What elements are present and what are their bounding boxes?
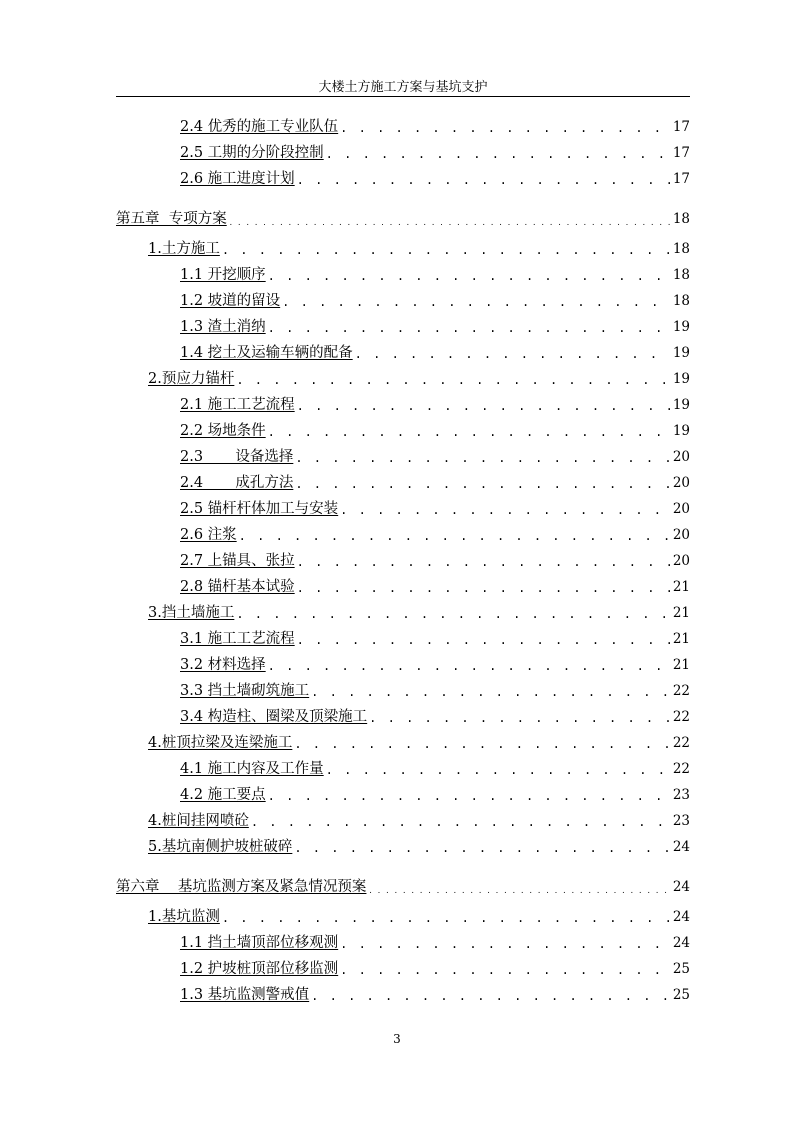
toc-entry-page: 19 bbox=[672, 423, 690, 439]
dot-leader bbox=[295, 632, 671, 648]
toc-entry-label[interactable]: 1.3 基坑监测警戒值 bbox=[180, 987, 310, 1003]
dot-leader bbox=[338, 120, 671, 136]
toc-entry[interactable] bbox=[180, 706, 690, 726]
toc-entry[interactable] bbox=[180, 168, 690, 188]
dot-leader bbox=[338, 502, 671, 518]
toc-entry-label[interactable]: 2.7 上锚具、张拉 bbox=[180, 553, 295, 569]
toc-entry-page: 21 bbox=[672, 631, 690, 647]
dot-leader bbox=[338, 962, 671, 978]
dot-leader bbox=[220, 910, 671, 926]
toc-entry[interactable] bbox=[180, 446, 690, 466]
toc-entry-label[interactable]: 第五章 专项方案 bbox=[116, 211, 227, 227]
toc-entry-page: 20 bbox=[672, 449, 690, 465]
toc-entry-label[interactable]: 1.1 开挖顺序 bbox=[180, 267, 266, 283]
toc-entry[interactable] bbox=[180, 784, 690, 804]
dot-leader bbox=[353, 346, 671, 362]
dot-leader bbox=[234, 372, 670, 388]
toc-entry[interactable] bbox=[180, 116, 690, 136]
dot-leader bbox=[292, 736, 670, 752]
toc-entry-label[interactable]: 2.5 工期的分阶段控制 bbox=[180, 145, 324, 161]
toc-entry-label[interactable]: 2.8 锚杆基本试验 bbox=[180, 579, 295, 595]
toc-entry-label[interactable]: 3.1 施工工艺流程 bbox=[180, 631, 295, 647]
toc-entry-page: 20 bbox=[672, 553, 690, 569]
toc-entry[interactable] bbox=[180, 420, 690, 440]
toc-entry[interactable] bbox=[116, 208, 690, 228]
toc-entry-label[interactable]: 2.6 施工进度计划 bbox=[180, 171, 295, 187]
toc-entry-page: 22 bbox=[672, 761, 690, 777]
dot-leader bbox=[309, 988, 671, 1004]
toc-entry[interactable] bbox=[148, 238, 690, 258]
toc-entry-page: 18 bbox=[672, 267, 690, 283]
toc-entry-label[interactable]: 1.1 挡土墙顶部位移观测 bbox=[180, 935, 339, 951]
toc-entry-page: 19 bbox=[672, 397, 690, 413]
toc-entry[interactable] bbox=[180, 264, 690, 284]
toc-entry-page: 25 bbox=[672, 961, 690, 977]
toc-entry-label[interactable]: 2.6 注浆 bbox=[180, 527, 237, 543]
toc-entry[interactable] bbox=[180, 984, 690, 1004]
toc-entry-page: 21 bbox=[672, 605, 690, 621]
toc-entry[interactable] bbox=[180, 550, 690, 570]
toc-entry[interactable] bbox=[148, 368, 690, 388]
toc-entry-page: 19 bbox=[672, 371, 690, 387]
toc-entry[interactable] bbox=[180, 680, 690, 700]
dot-leader bbox=[220, 242, 671, 258]
toc-entry-label[interactable]: 第六章 基坑监测方案及紧急情况预案 bbox=[116, 879, 367, 895]
toc-entry-label[interactable]: 1.4 挖土及运输车辆的配备 bbox=[180, 345, 353, 361]
toc-entry-label[interactable]: 1.基坑监测 bbox=[148, 909, 220, 925]
toc-entry-page: 22 bbox=[672, 735, 690, 751]
toc-entry-label[interactable]: 3.4 构造柱、圈梁及顶梁施工 bbox=[180, 709, 368, 725]
toc-entry-page: 17 bbox=[672, 145, 690, 161]
toc-entry-page: 23 bbox=[672, 787, 690, 803]
toc-entry[interactable] bbox=[180, 342, 690, 362]
toc-entry[interactable] bbox=[148, 810, 690, 830]
toc-entry-page: 21 bbox=[672, 657, 690, 673]
toc-entry-page: 19 bbox=[672, 319, 690, 335]
dot-leader bbox=[234, 606, 670, 622]
toc-entry-page: 17 bbox=[672, 119, 690, 135]
dot-leader bbox=[280, 294, 671, 310]
dot-leader bbox=[366, 886, 670, 896]
toc-entry[interactable] bbox=[180, 654, 690, 674]
toc-entry-label[interactable]: 4.2 施工要点 bbox=[180, 787, 266, 803]
toc-entry[interactable] bbox=[180, 958, 690, 978]
toc-entry-label[interactable]: 1.2 护坡桩顶部位移监测 bbox=[180, 961, 339, 977]
toc-entry[interactable] bbox=[148, 836, 690, 856]
toc-entry-page: 24 bbox=[672, 909, 690, 925]
dot-leader bbox=[266, 424, 671, 440]
toc-entry-label[interactable]: 2.预应力锚杆 bbox=[148, 371, 235, 387]
toc-entry-page: 20 bbox=[672, 501, 690, 517]
toc-entry-label[interactable]: 2.2 场地条件 bbox=[180, 423, 266, 439]
dot-leader bbox=[249, 814, 671, 830]
toc-entry-page: 18 bbox=[672, 293, 690, 309]
toc-entry[interactable] bbox=[180, 290, 690, 310]
dot-leader bbox=[295, 554, 671, 570]
dot-leader bbox=[266, 268, 671, 284]
toc-entry[interactable] bbox=[180, 394, 690, 414]
toc-entry-label[interactable]: 2.1 施工工艺流程 bbox=[180, 397, 295, 413]
toc-entry-label[interactable]: 2.4 优秀的施工专业队伍 bbox=[180, 119, 339, 135]
dot-leader bbox=[266, 788, 671, 804]
toc-entry-page: 25 bbox=[672, 987, 690, 1003]
toc-entry-page: 18 bbox=[672, 241, 690, 257]
toc-entry[interactable] bbox=[180, 628, 690, 648]
toc-entry-page: 24 bbox=[672, 935, 690, 951]
toc-entry-page: 22 bbox=[672, 709, 690, 725]
dot-leader bbox=[338, 936, 671, 952]
page-number: 3 bbox=[393, 1032, 401, 1046]
dot-leader bbox=[367, 710, 671, 726]
toc-entry-page: 17 bbox=[672, 171, 690, 187]
toc-entry[interactable] bbox=[180, 498, 690, 518]
dot-leader bbox=[293, 450, 670, 466]
toc-entry-page: 19 bbox=[672, 345, 690, 361]
toc-entry[interactable] bbox=[180, 316, 690, 336]
dot-leader bbox=[266, 658, 671, 674]
toc-entry-label[interactable]: 1.土方施工 bbox=[148, 241, 220, 257]
toc-entry-page: 22 bbox=[672, 683, 690, 699]
toc-entry[interactable] bbox=[180, 142, 690, 162]
dot-leader bbox=[309, 684, 671, 700]
dot-leader bbox=[324, 762, 671, 778]
toc-entry-label[interactable]: 4.桩顶拉梁及连梁施工 bbox=[148, 735, 293, 751]
toc-entry-label[interactable]: 3.3 挡土墙砌筑施工 bbox=[180, 683, 310, 699]
dot-leader bbox=[324, 146, 671, 162]
dot-leader bbox=[293, 476, 670, 492]
toc-entry-label[interactable]: 4.1 施工内容及工作量 bbox=[180, 761, 324, 777]
dot-leader bbox=[292, 840, 670, 856]
toc-entry-page: 18 bbox=[672, 211, 690, 227]
toc-entry-label[interactable]: 3.挡土墙施工 bbox=[148, 605, 235, 621]
toc-entry-page: 20 bbox=[672, 527, 690, 543]
toc-entry-label[interactable]: 1.2 坡道的留设 bbox=[180, 293, 281, 309]
dot-leader bbox=[295, 172, 671, 188]
dot-leader bbox=[227, 218, 671, 228]
toc-entry-label[interactable]: 5.基坑南侧护坡桩破碎 bbox=[148, 839, 293, 855]
toc-entry[interactable] bbox=[180, 524, 690, 544]
header-title: 大楼土方施工方案与基坑支护 bbox=[318, 80, 488, 95]
toc-entry-label[interactable]: 3.2 材料选择 bbox=[180, 657, 266, 673]
toc-entry[interactable] bbox=[180, 758, 690, 778]
toc-entry-label[interactable]: 2.3 设备选择 bbox=[180, 449, 294, 465]
toc-entry-label[interactable]: 2.4 成孔方法 bbox=[180, 475, 294, 491]
toc-entry-page: 21 bbox=[672, 579, 690, 595]
toc-entry-page: 23 bbox=[672, 813, 690, 829]
toc-entry[interactable] bbox=[180, 932, 690, 952]
toc-entry-label[interactable]: 1.3 渣土消纳 bbox=[180, 319, 266, 335]
toc-entry[interactable] bbox=[148, 602, 690, 622]
toc-entry[interactable] bbox=[180, 472, 690, 492]
toc-entry[interactable] bbox=[148, 906, 690, 926]
toc-entry-page: 20 bbox=[672, 475, 690, 491]
toc-entry-label[interactable]: 2.5 锚杆杆体加工与安装 bbox=[180, 501, 339, 517]
toc-entry-page: 24 bbox=[672, 839, 690, 855]
dot-leader bbox=[266, 320, 671, 336]
toc-entry-page: 24 bbox=[672, 879, 690, 895]
toc-entry[interactable] bbox=[116, 876, 690, 896]
toc-entry[interactable] bbox=[148, 732, 690, 752]
toc-entry-label[interactable]: 4.桩间挂网喷砼 bbox=[148, 813, 249, 829]
dot-leader bbox=[295, 398, 671, 414]
dot-leader bbox=[295, 580, 671, 596]
toc-entry[interactable] bbox=[180, 576, 690, 596]
dot-leader bbox=[237, 528, 671, 544]
